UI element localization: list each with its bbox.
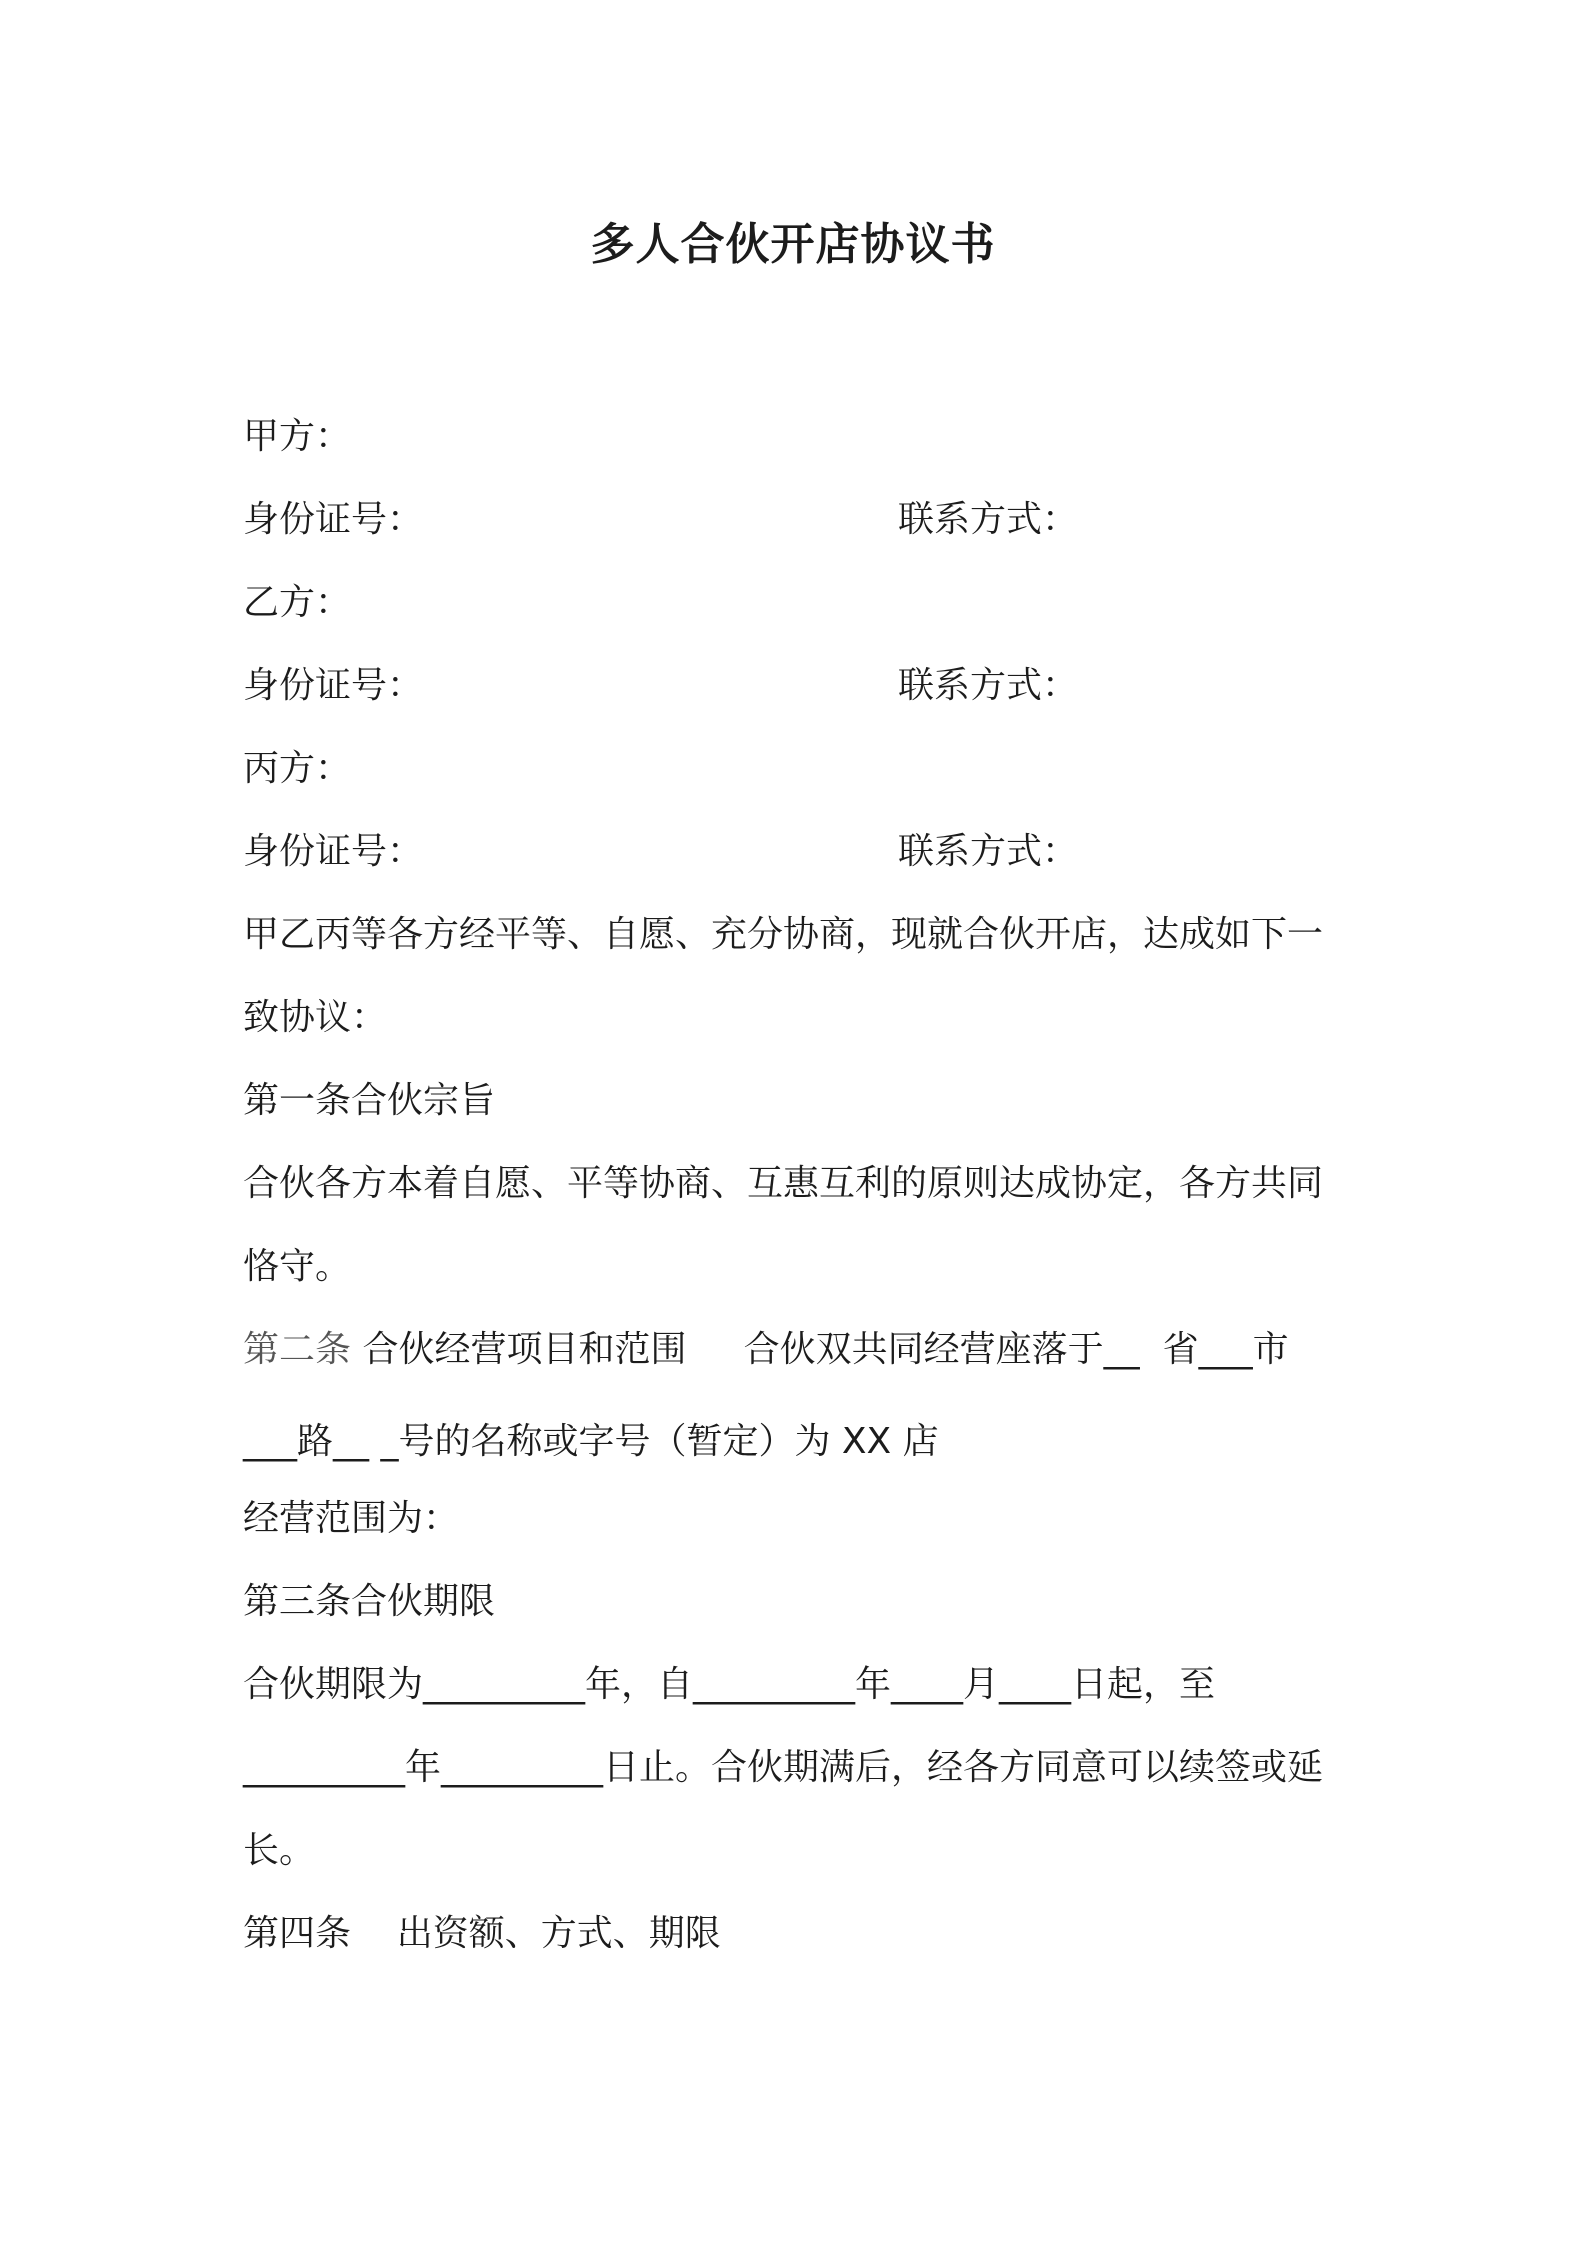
party-a-label: 甲方： bbox=[243, 416, 352, 457]
intro-paragraph-line-2: 致协议： bbox=[243, 997, 388, 1038]
party-c-contact-label: 联系方式： bbox=[898, 831, 1079, 872]
document-title: 多人合伙开店协议书 bbox=[590, 219, 996, 270]
party-a-id-label: 身份证号： bbox=[243, 499, 424, 540]
article-1-line-2: 恪守。 bbox=[243, 1246, 352, 1287]
article-2-line-3: 经营范围为： bbox=[243, 1498, 460, 1539]
article-2-text: 合伙经营项目和范围 合伙双共同经营座落于__ 省___市 bbox=[351, 1329, 1289, 1370]
party-c-label: 丙方： bbox=[243, 748, 352, 789]
article-3-heading: 第三条合伙期限 bbox=[243, 1581, 496, 1622]
article-3-line-2: _________年_________日止。合伙期满后，经各方同意可以续签或延 bbox=[243, 1747, 1324, 1788]
party-b-label: 乙方： bbox=[243, 582, 352, 623]
article-2-line-2: ___路__ _号的名称或字号（暂定）为 XX 店 bbox=[243, 1421, 939, 1462]
party-c-id-label: 身份证号： bbox=[243, 831, 424, 872]
article-1-heading: 第一条合伙宗旨 bbox=[243, 1080, 496, 1121]
article-2-label: 第二条 bbox=[243, 1329, 352, 1370]
article-1-line-1: 合伙各方本着自愿、平等协商、互惠互利的原则达成协定，各方共同 bbox=[243, 1163, 1324, 1204]
article-2-line-1 bbox=[243, 1325, 1289, 1375]
article-3-line-1: 合伙期限为_________年，自_________年____月____日起，至 bbox=[243, 1664, 1216, 1705]
party-a-contact-label: 联系方式： bbox=[898, 499, 1079, 540]
article-3-line-3: 长。 bbox=[243, 1830, 316, 1871]
article-4-heading: 第四条 出资额、方式、期限 bbox=[243, 1913, 721, 1954]
party-b-id-label: 身份证号： bbox=[243, 665, 424, 706]
intro-paragraph-line-1: 甲乙丙等各方经平等、自愿、充分协商，现就合伙开店，达成如下一 bbox=[243, 914, 1324, 955]
party-b-contact-label: 联系方式： bbox=[898, 665, 1079, 706]
